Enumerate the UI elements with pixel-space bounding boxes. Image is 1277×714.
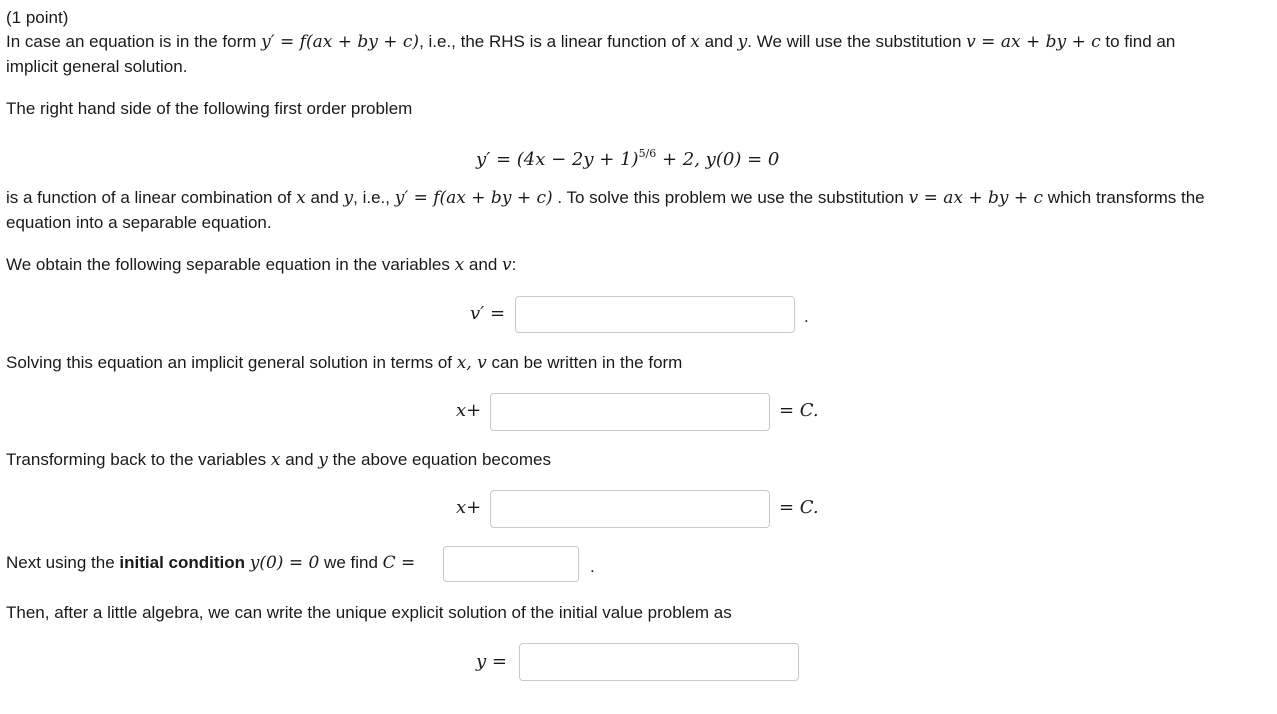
equation-exponent: 5/6 (638, 147, 657, 160)
para2-text: and (305, 188, 344, 207)
para2-text: which transforms the (1043, 188, 1205, 207)
answer5-input[interactable] (520, 644, 798, 680)
para6-text: we find (319, 553, 383, 572)
answer2-label: x+ (456, 400, 482, 421)
intro-text: In case an equation is in the form (6, 32, 262, 51)
var-x: x (690, 32, 700, 52)
var-y: y (318, 450, 328, 470)
var-y: y (737, 32, 748, 52)
para4-line (6, 352, 682, 374)
intro-line-2: implicit general solution. (6, 57, 188, 76)
para5-text: and (280, 450, 319, 469)
problem-text: The right hand side of the following first order problem (6, 99, 413, 118)
intro-substitution: v = ax + by + c (966, 32, 1101, 52)
para4-text: can be written in the form (486, 353, 683, 372)
intro-text: . We will use the substitution (747, 32, 967, 51)
para6-line (6, 552, 415, 574)
intro-text: to find an (1100, 32, 1176, 51)
para2-text: . To solve this problem we use the substitution (552, 188, 909, 207)
constant-c-label: C = (382, 553, 416, 573)
var-y: y (343, 188, 354, 208)
intro-text: , i.e., the RHS is a linear function of (419, 32, 691, 51)
var-x: x (454, 255, 465, 275)
answer5-box (519, 643, 799, 681)
answer3-input[interactable] (491, 491, 769, 527)
para3-text: : (511, 255, 517, 274)
intro-equation-form: y′ = f(ax + by + c) (261, 32, 420, 52)
answer1-input[interactable] (516, 297, 794, 332)
answer3-box (490, 490, 770, 528)
answer4-period: . (590, 557, 595, 576)
problem-equation (476, 142, 779, 172)
var-v: v (502, 255, 512, 275)
intro-line-1 (6, 31, 1175, 53)
equation-lhs: y′ = (4x − 2y + 1) (476, 149, 639, 170)
answer1-box (515, 296, 795, 333)
answer2-suffix: = C. (779, 400, 819, 421)
points-label: (1 point) (6, 8, 69, 27)
initial-condition-label: initial condition (119, 553, 246, 572)
para2-substitution: v = ax + by + c (908, 188, 1044, 208)
para7-line: Then, after a little algebra, we can write the unique explicit solution of the initial value problem as (6, 603, 732, 622)
answer4-box (443, 546, 579, 582)
answer1-period: . (804, 307, 809, 326)
para2-text: , i.e., (353, 188, 395, 207)
para5-text: the above equation becomes (327, 450, 551, 469)
para6-text: Next using the (6, 553, 120, 572)
para3-text: and (464, 255, 502, 274)
answer3-suffix: = C. (779, 497, 819, 518)
initial-condition-equation: y(0) = 0 (249, 553, 320, 573)
answer5-label: y = (476, 651, 507, 672)
answer3-label: x+ (456, 497, 482, 518)
vars-x-v: x, v (456, 353, 487, 373)
answer1-label: v′ = (470, 303, 506, 324)
para2-line-1 (6, 187, 1205, 209)
para5-text: Transforming back to the variables (6, 450, 271, 469)
para2-equation-form: y′ = f(ax + by + c) (394, 188, 553, 208)
para2-text: is a function of a linear combination of (6, 188, 297, 207)
para3-line (6, 254, 516, 276)
var-x: x (296, 188, 306, 208)
para5-line (6, 449, 551, 471)
answer2-input[interactable] (491, 394, 769, 430)
para2-line-2: equation into a separable equation. (6, 213, 272, 232)
answer2-box (490, 393, 770, 431)
intro-text: and (699, 32, 738, 51)
equation-rhs: + 2, y(0) = 0 (656, 149, 780, 170)
para3-text: We obtain the following separable equation in the variables (6, 255, 455, 274)
var-x: x (270, 450, 281, 470)
para4-text: Solving this equation an implicit general solution in terms of (6, 353, 457, 372)
answer4-input[interactable] (444, 547, 578, 581)
